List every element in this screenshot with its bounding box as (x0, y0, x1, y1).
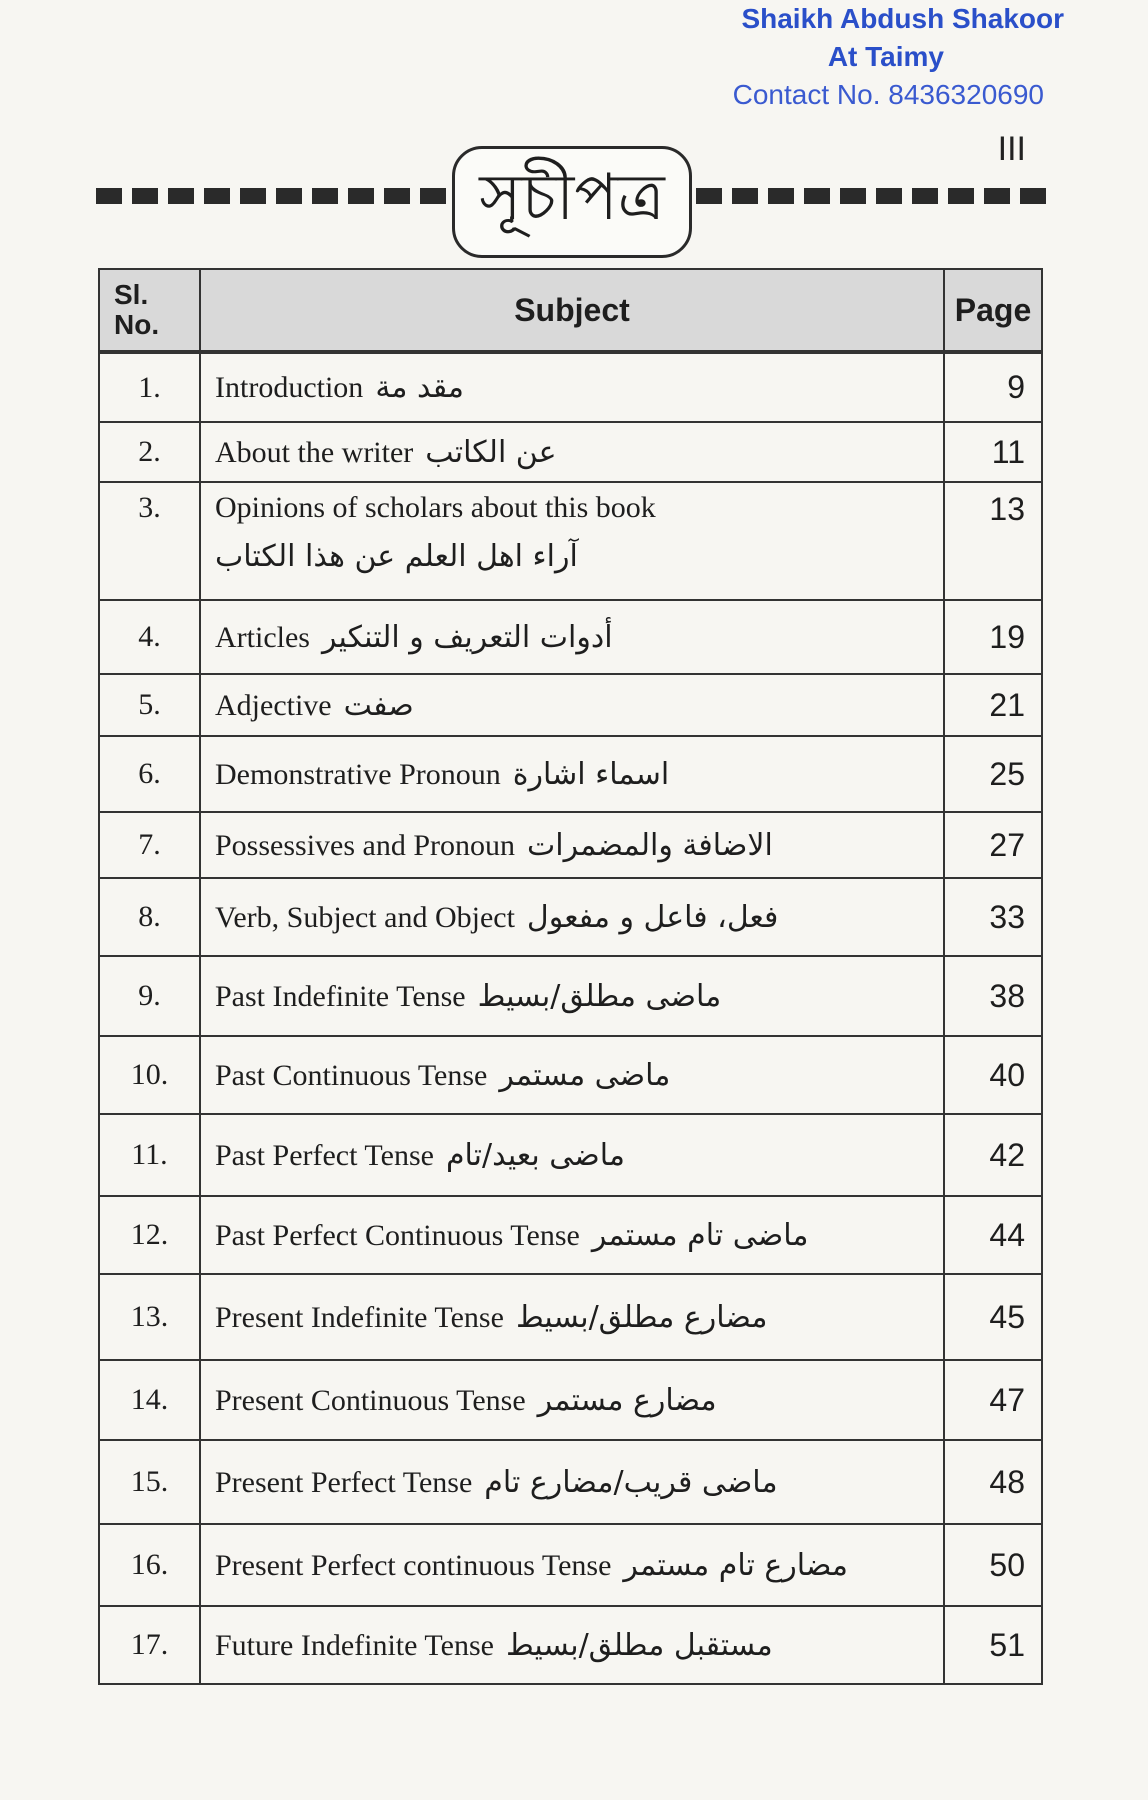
row-number: 1. (99, 352, 200, 422)
page-title: সূচীপত্র (452, 146, 692, 258)
row-subject (200, 1440, 944, 1524)
row-number: 5. (99, 674, 200, 736)
row-subject (200, 736, 944, 812)
subject-arabic: ماضى مستمر (499, 1057, 671, 1093)
subject-english: About the writer (215, 435, 414, 469)
table-row (99, 736, 1042, 812)
table-row (99, 1196, 1042, 1274)
table-row (99, 812, 1042, 878)
row-subject (200, 1196, 944, 1274)
row-subject (200, 482, 944, 600)
subject-arabic: ماضى مطلق/بسيط (477, 978, 722, 1014)
table-row (99, 600, 1042, 674)
subject-english: Past Perfect Tense (215, 1138, 434, 1172)
subject-arabic: عن الكاتب (425, 434, 557, 470)
table-row (99, 482, 1042, 600)
subject-arabic: مضارع مستمر (537, 1382, 717, 1418)
row-page: 9 (944, 352, 1042, 422)
stamp-name: Shaikh Abdush Shakoor (741, 3, 1064, 34)
header-sl-no: Sl. No. (99, 269, 200, 352)
subject-arabic: فعل، فاعل و مفعول (526, 899, 779, 935)
row-subject (200, 878, 944, 956)
row-page: 27 (944, 812, 1042, 878)
table-row (99, 352, 1042, 422)
row-number: 14. (99, 1360, 200, 1440)
subject-english: Present Continuous Tense (215, 1383, 526, 1417)
row-subject (200, 422, 944, 482)
row-number: 13. (99, 1274, 200, 1360)
row-page: 50 (944, 1524, 1042, 1606)
subject-english: Past Continuous Tense (215, 1058, 488, 1092)
row-page: 11 (944, 422, 1042, 482)
row-page: 45 (944, 1274, 1042, 1360)
header-subject: Subject (200, 269, 944, 352)
dash-divider-left (96, 188, 456, 204)
page-number: III (997, 130, 1026, 168)
row-subject (200, 1114, 944, 1196)
row-page: 42 (944, 1114, 1042, 1196)
subject-english: Opinions of scholars about this book (215, 491, 656, 524)
subject-english: Present Indefinite Tense (215, 1300, 504, 1334)
subject-english: Adjective (215, 688, 332, 722)
subject-arabic: صفت (343, 687, 414, 723)
row-number: 3. (99, 482, 200, 600)
subject-english: Present Perfect continuous Tense (215, 1548, 612, 1582)
subject-english: Demonstrative Pronoun (215, 757, 501, 791)
row-number: 17. (99, 1606, 200, 1684)
row-page: 19 (944, 600, 1042, 674)
table-header-row (99, 269, 1042, 352)
row-page: 44 (944, 1196, 1042, 1274)
row-page: 25 (944, 736, 1042, 812)
row-page: 33 (944, 878, 1042, 956)
row-number: 10. (99, 1036, 200, 1114)
table-row (99, 1036, 1042, 1114)
row-page: 48 (944, 1440, 1042, 1524)
row-number: 9. (99, 956, 200, 1036)
row-number: 7. (99, 812, 200, 878)
row-number: 6. (99, 736, 200, 812)
row-number: 15. (99, 1440, 200, 1524)
table-row (99, 878, 1042, 956)
table-row (99, 422, 1042, 482)
table-row (99, 1524, 1042, 1606)
table-row (99, 956, 1042, 1036)
row-page: 21 (944, 674, 1042, 736)
subject-arabic: مضارع مطلق/بسيط (515, 1299, 768, 1335)
table-row (99, 1606, 1042, 1684)
row-subject (200, 1036, 944, 1114)
subject-arabic: أدوات التعريف و التنكير (321, 619, 613, 655)
row-number: 8. (99, 878, 200, 956)
table-row (99, 1274, 1042, 1360)
subject-english: Present Perfect Tense (215, 1465, 473, 1499)
row-number: 2. (99, 422, 200, 482)
subject-english: Articles (215, 620, 310, 654)
table-row (99, 674, 1042, 736)
row-number: 11. (99, 1114, 200, 1196)
subject-arabic: مستقبل مطلق/بسيط (505, 1627, 773, 1663)
row-page: 13 (944, 482, 1042, 600)
subject-arabic: ماضى بعيد/تام (445, 1137, 625, 1173)
subject-english: Future Indefinite Tense (215, 1628, 494, 1662)
row-page: 47 (944, 1360, 1042, 1440)
subject-arabic: مقد مة (375, 370, 464, 405)
header-page: Page (944, 269, 1042, 352)
row-subject (200, 1274, 944, 1360)
stamp-place: At Taimy (827, 41, 944, 72)
row-page: 51 (944, 1606, 1042, 1684)
subject-arabic: مضارع تام مستمر (623, 1547, 848, 1583)
row-subject (200, 1606, 944, 1684)
row-number: 4. (99, 600, 200, 674)
subject-english: Verb, Subject and Object (215, 900, 515, 934)
title-banner (96, 146, 1048, 258)
row-subject (200, 1524, 944, 1606)
row-number: 16. (99, 1524, 200, 1606)
row-subject (200, 352, 944, 422)
stamp-contact: Contact No. 8436320690 (732, 79, 1044, 110)
subject-arabic: اسماء اشارة (512, 756, 670, 792)
row-subject (200, 674, 944, 736)
dash-divider-right (696, 188, 1048, 204)
subject-english: Introduction (215, 371, 364, 404)
row-page: 40 (944, 1036, 1042, 1114)
table-row (99, 1360, 1042, 1440)
row-subject (200, 956, 944, 1036)
table-row (99, 1440, 1042, 1524)
subject-arabic: آراء اهل العلم عن هذا الكتاب (215, 539, 578, 574)
contents-table (98, 268, 1043, 1685)
table-row (99, 1114, 1042, 1196)
subject-english: Possessives and Pronoun (215, 828, 516, 862)
subject-arabic: ماضى تام مستمر (591, 1217, 809, 1253)
row-number: 12. (99, 1196, 200, 1274)
subject-arabic: الاضافة والمضمرات (527, 827, 773, 863)
subject-arabic: ماضى قريب/مضارع تام (484, 1464, 778, 1500)
owner-stamp (644, 0, 1064, 114)
row-subject (200, 600, 944, 674)
row-subject (200, 812, 944, 878)
row-page: 38 (944, 956, 1042, 1036)
subject-english: Past Indefinite Tense (215, 979, 466, 1013)
subject-english: Past Perfect Continuous Tense (215, 1218, 580, 1252)
row-subject (200, 1360, 944, 1440)
